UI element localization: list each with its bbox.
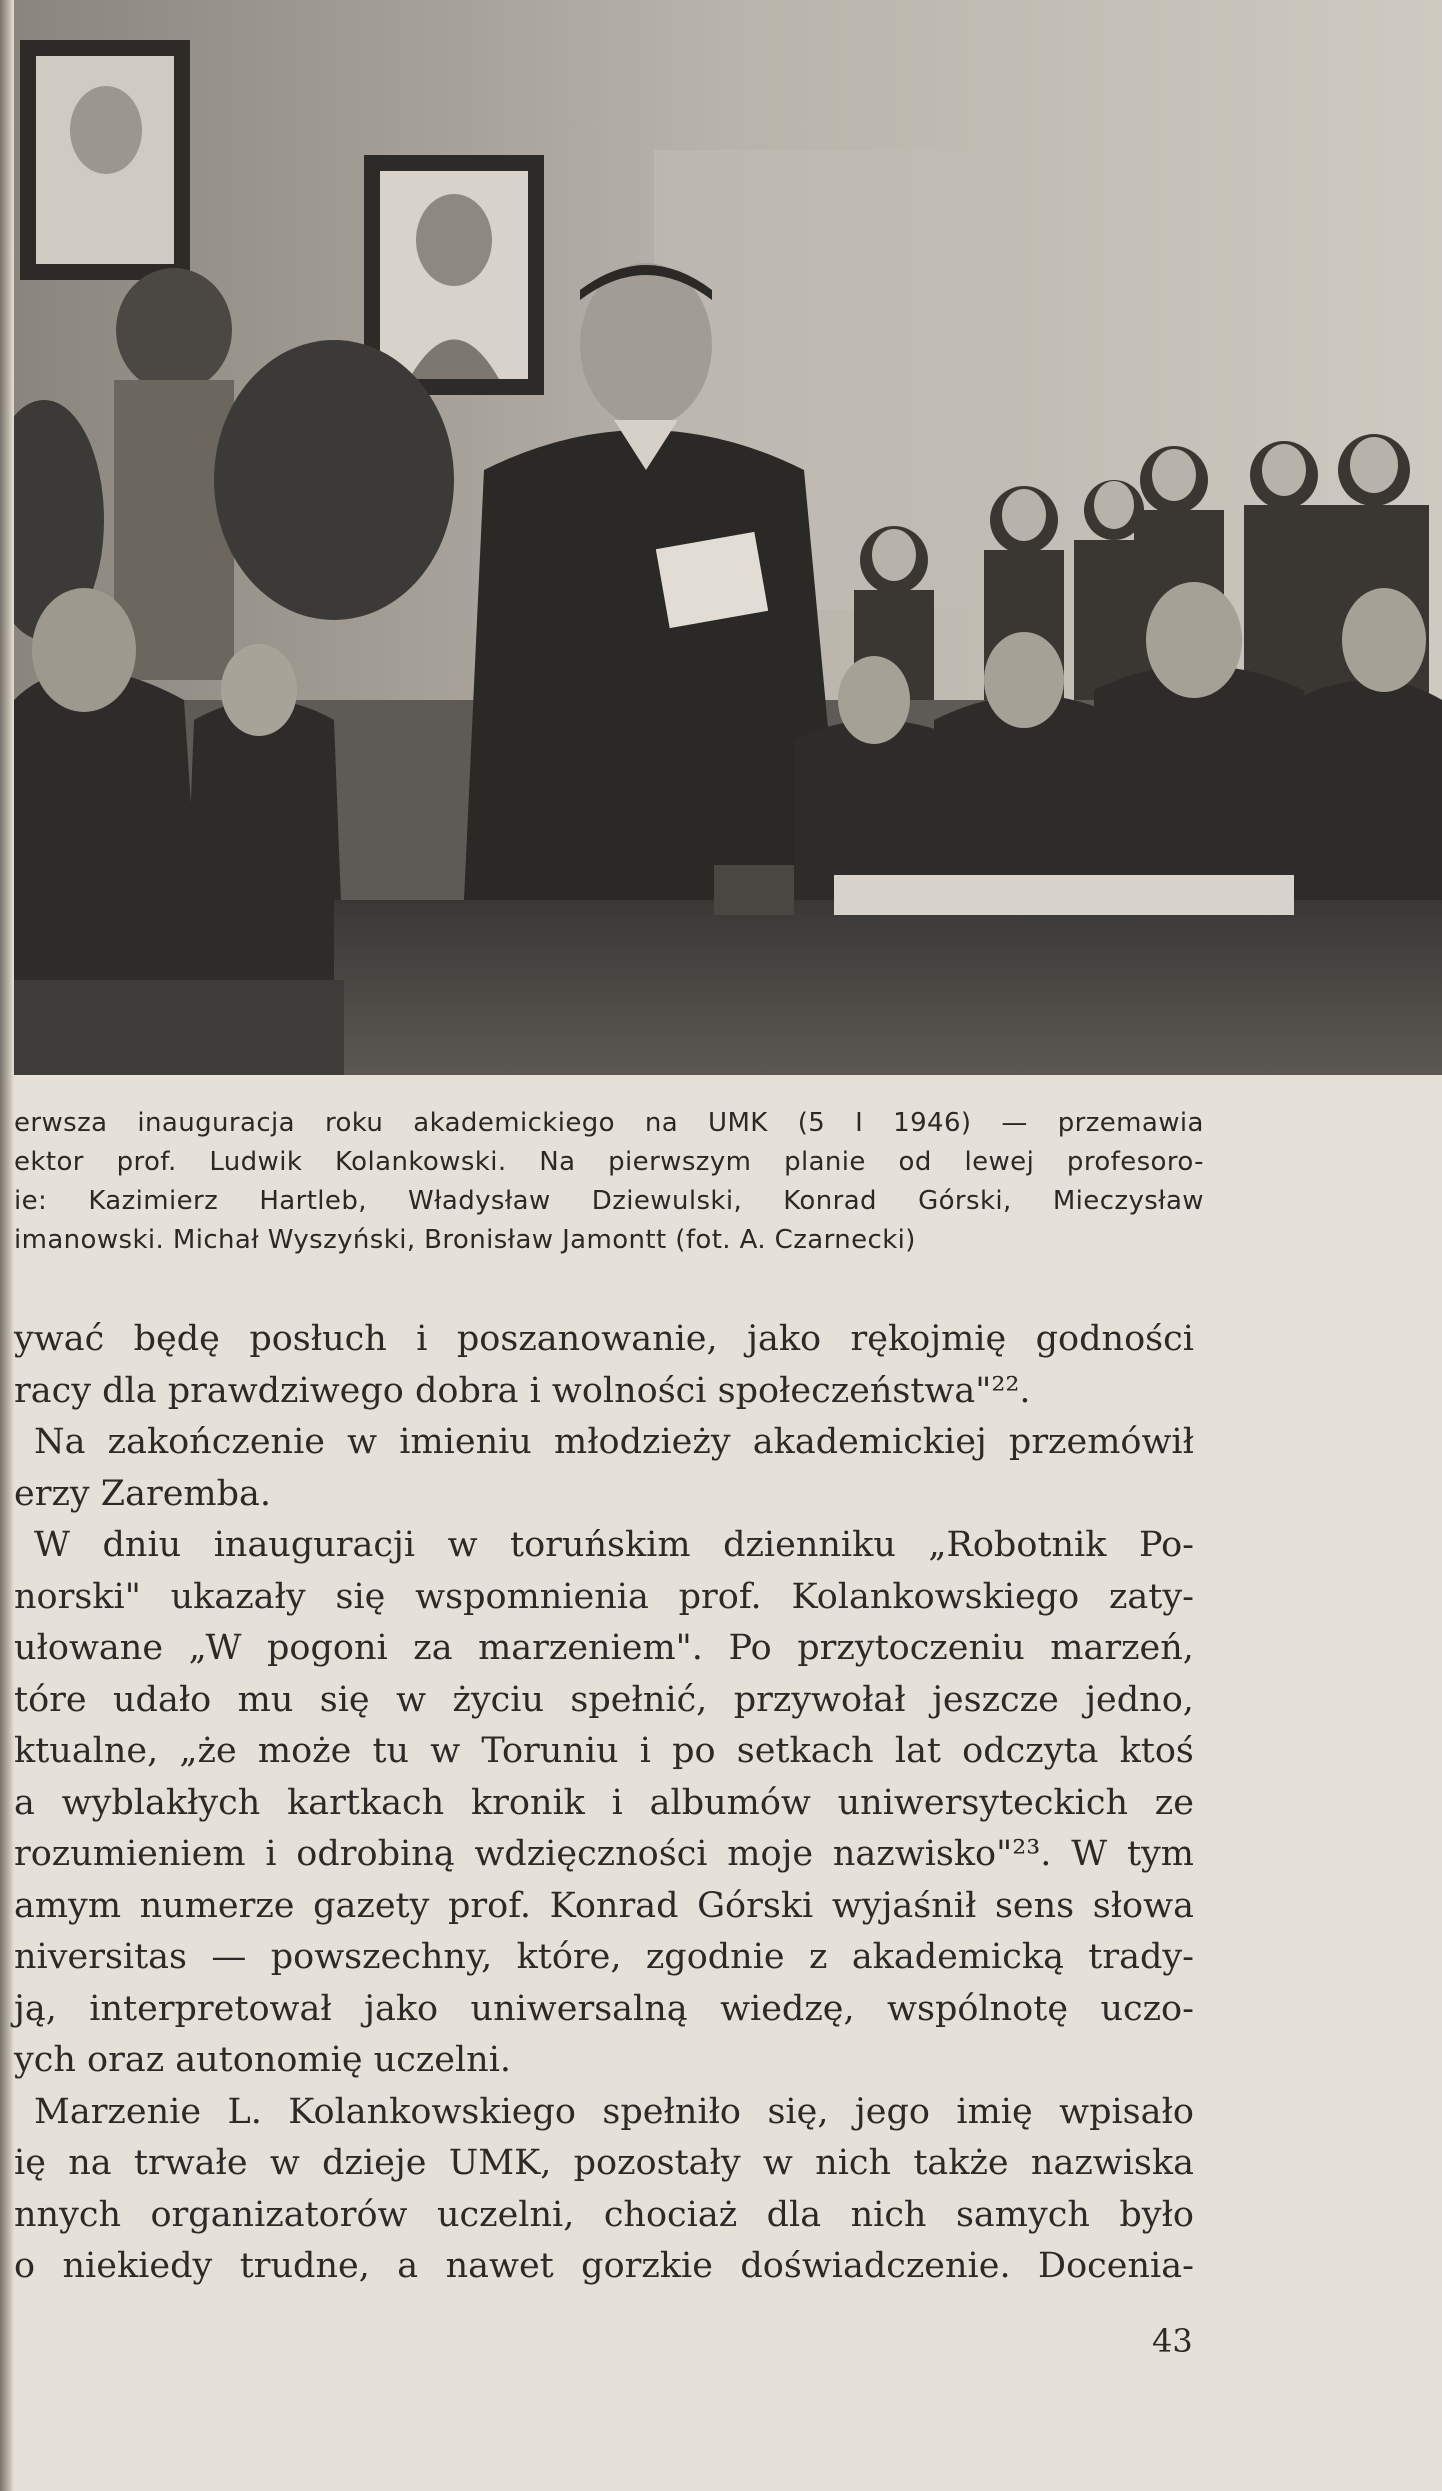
photograph-icon <box>14 0 1442 1075</box>
body-line: norski" ukazały się wspomnienia prof. Kolankowskiego zaty- <box>14 1576 1194 1617</box>
body-text <box>14 1314 1194 2293</box>
body-line: ją, interpretował jako uniwersalną wiedzę, wspólnotę uczo- <box>14 1988 1194 2029</box>
body-line: amym numerze gazety prof. Konrad Górski wyjaśnił sens słowa <box>14 1885 1194 1926</box>
body-line: o niekiedy trudne, a nawet gorzkie doświadczenie. Docenia- <box>14 2246 1194 2286</box>
page-number: 43 <box>1152 2322 1193 2360</box>
caption-line: ektor prof. Ludwik Kolankowski. Na pierwszym planie od lewej profesoro- <box>14 1147 1204 1177</box>
body-line: rozumieniem i odrobiną wdzięczności moje nazwisko"²³. W tym <box>14 1834 1194 1874</box>
body-line: Marzenie L. Kolankowskiego spełniło się, jego imię wpisało <box>34 2091 1194 2132</box>
wall-portrait-left <box>20 40 190 280</box>
body-line: racy dla prawdziwego dobra i wolności społeczeństwa"²². <box>14 1370 1031 1411</box>
body-line: W dniu inauguracji w toruńskim dzienniku „Robotnik Po- <box>34 1525 1194 1565</box>
body-line: erzy Zaremba. <box>14 1473 271 1514</box>
body-line: tóre udało mu się w życiu spełnić, przywołał jeszcze jedno, <box>14 1679 1194 1720</box>
body-line: ych oraz autonomię uczelni. <box>14 2040 512 2080</box>
body-line: niversitas — powszechny, które, zgodnie z akademicką trady- <box>14 1937 1194 1977</box>
body-line: a wyblakłych kartkach kronik i albumów uniwersyteckich ze <box>14 1782 1194 1823</box>
historical-photograph <box>14 0 1442 1075</box>
page-binding-edge <box>0 0 14 2491</box>
body-line: nnych organizatorów uczelni, chociaż dla nich samych było <box>14 2194 1194 2235</box>
body-line: ułowane „W pogoni za marzeniem". Po przytoczeniu marzeń, <box>14 1628 1194 1668</box>
caption-line: ie: Kazimierz Hartleb, Władysław Dziewulski, Konrad Górski, Mieczysław <box>14 1186 1204 1216</box>
body-line: ywać będę posłuch i poszanowanie, jako rękojmię godności <box>14 1319 1194 1359</box>
caption-line: erwsza inauguracja roku akademickiego na UMK (5 I 1946) — przemawia <box>14 1108 1204 1138</box>
caption-line: imanowski. Michał Wyszyński, Bronisław Jamontt (fot. A. Czarnecki) <box>14 1225 916 1255</box>
body-line: ktualne, „że może tu w Toruniu i po setkach lat odczyta ktoś <box>14 1731 1194 1771</box>
body-line: Na zakończenie w imieniu młodzieży akademickiej przemówił <box>34 1422 1194 1462</box>
body-line: ię na trwałe w dzieje UMK, pozostały w nich także nazwiska <box>14 2143 1194 2183</box>
photo-caption <box>14 1104 1204 1260</box>
